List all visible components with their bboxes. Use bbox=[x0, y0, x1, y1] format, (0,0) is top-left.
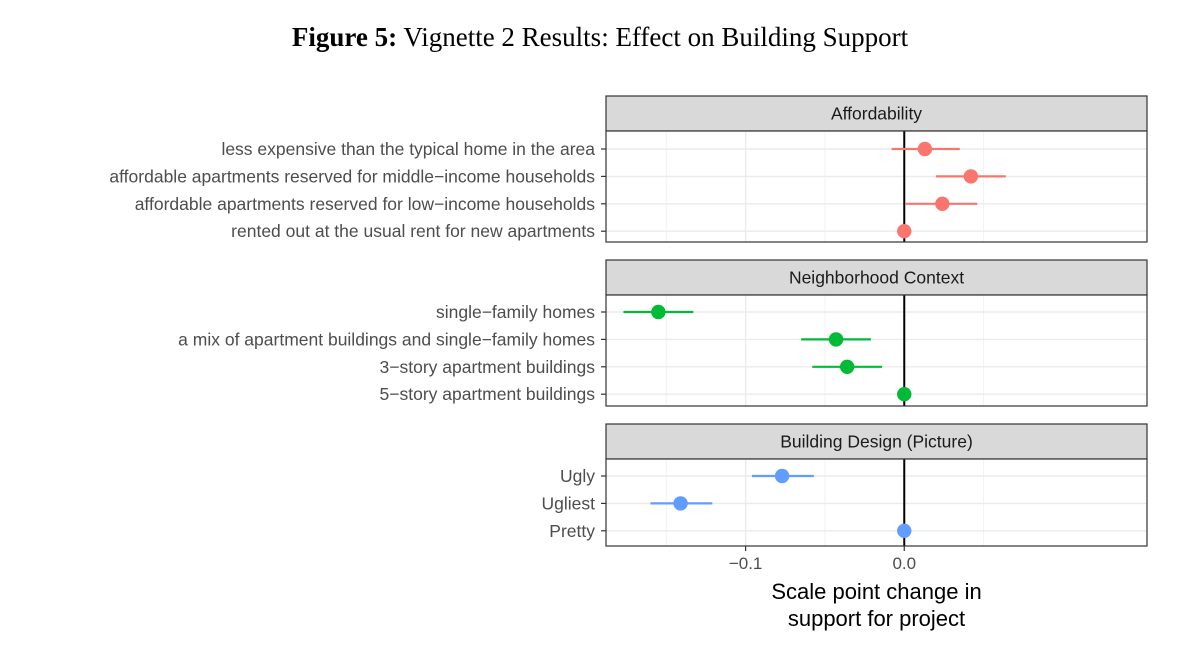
estimate-point bbox=[935, 197, 949, 211]
estimate-point bbox=[964, 169, 978, 183]
panel-background bbox=[606, 131, 1147, 242]
category-label: a mix of apartment buildings and single−family homes bbox=[178, 329, 595, 350]
category-label: 3−story apartment buildings bbox=[379, 356, 595, 377]
facet-strip-label: Building Design (Picture) bbox=[780, 431, 973, 452]
category-label: Pretty bbox=[549, 520, 595, 541]
category-label: less expensive than the typical home in the area bbox=[221, 139, 595, 159]
estimate-point bbox=[840, 360, 854, 374]
category-label: Ugly bbox=[559, 466, 595, 486]
estimate-point bbox=[918, 142, 932, 156]
category-label: affordable apartments reserved for low−income households bbox=[134, 193, 595, 214]
estimate-point bbox=[775, 469, 789, 483]
category-label: Ugliest bbox=[541, 493, 595, 514]
x-axis-title-line: Scale point change in bbox=[771, 579, 982, 604]
category-label: affordable apartments reserved for middle−income households bbox=[109, 166, 595, 187]
facet-strip-label: Affordability bbox=[830, 103, 923, 124]
figure-caption: Vignette 2 Results: Effect on Building Support bbox=[403, 22, 909, 52]
figure-label: Figure 5: bbox=[291, 22, 398, 52]
category-label: single−family homes bbox=[435, 302, 595, 322]
x-axis-title-line: support for project bbox=[787, 606, 966, 631]
estimate-point bbox=[829, 332, 843, 346]
category-label: rented out at the usual rent for new apartments bbox=[231, 221, 595, 242]
estimate-point bbox=[673, 496, 687, 510]
x-tick-label: 0.0 bbox=[892, 554, 917, 573]
estimate-point bbox=[897, 224, 911, 238]
estimate-point bbox=[897, 524, 911, 538]
estimate-point bbox=[651, 305, 665, 319]
x-tick-label: −0.1 bbox=[728, 554, 763, 573]
category-label: 5−story apartment buildings bbox=[379, 384, 595, 405]
estimate-point bbox=[897, 387, 911, 401]
facet-strip-label: Neighborhood Context bbox=[788, 267, 965, 288]
